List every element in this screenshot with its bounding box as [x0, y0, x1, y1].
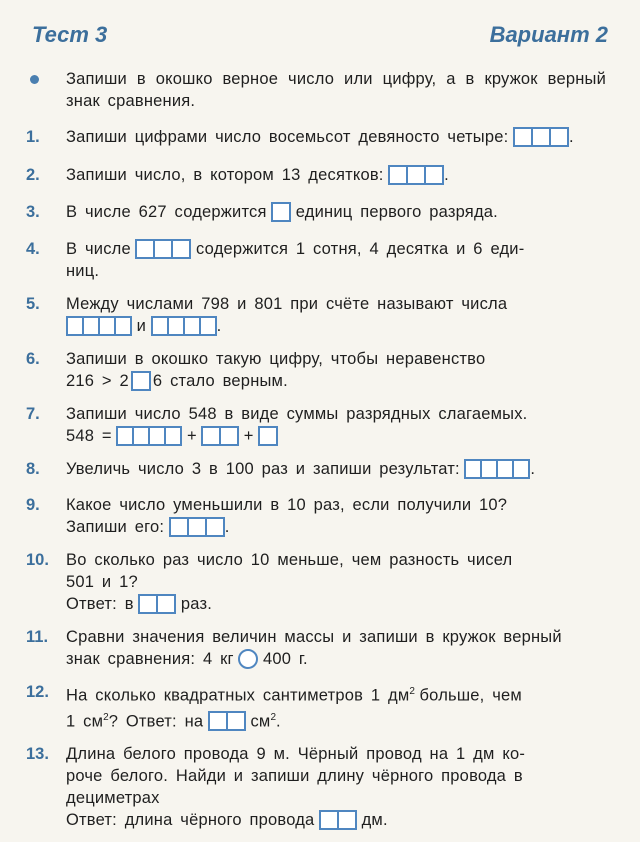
intro-instruction: Запиши в окошко верное число или цифру, а в кружок верный знак сравнения.: [26, 68, 606, 112]
comparison-circle[interactable]: [238, 649, 258, 669]
task-5: 5. Между числами 798 и 801 при счёте называют числа и .: [26, 295, 508, 335]
answer-box[interactable]: [131, 371, 151, 391]
answer-box[interactable]: [271, 202, 291, 222]
answer-box[interactable]: [513, 127, 569, 147]
task-list: [26, 68, 606, 842]
answer-box[interactable]: [66, 316, 132, 336]
answer-box[interactable]: [464, 459, 530, 479]
task-1: 1. Запиши цифрами число восемьсот девяносто четыре: .: [26, 128, 574, 146]
answer-box[interactable]: [138, 594, 176, 614]
task-12: 12. На сколько квадратных сантиметров 1 $дм^2$ больше, чем 1 $см^2$? Ответ: на $см^2$.: [26, 683, 522, 730]
answer-box[interactable]: [388, 165, 444, 185]
answer-box[interactable]: [208, 711, 246, 731]
task-9: 9. Какое число уменьшили в 10 раз, если получили 10? Запиши его: .: [26, 496, 508, 536]
test-title: Тест 3: [32, 22, 108, 47]
answer-box[interactable]: [116, 426, 182, 446]
page-header: [0, 22, 640, 56]
task-8: 8. Увеличь число 3 в 100 раз и запиши результат: .: [26, 460, 536, 478]
task-13: 13. Длина белого провода 9 м. Чёрный провод на 1 дм ко- роче белого. Найди и запиши длину чёрного провода в дециметрах Ответ: длина чёрного провода дм.: [26, 745, 526, 829]
task-7: 7. Запиши число 548 в виде суммы разрядных слагаемых. 548 = + +: [26, 405, 528, 445]
answer-box[interactable]: [201, 426, 239, 446]
task-2: 2. Запиши число, в котором 13 десятков: .: [26, 166, 449, 184]
task-3: 3. В числе 627 содержится единиц первого разряда.: [26, 203, 498, 221]
answer-box[interactable]: [258, 426, 278, 446]
answer-box[interactable]: [169, 517, 225, 537]
variant-title: Вариант 2: [489, 22, 608, 47]
task-6: 6. Запиши в окошко такую цифру, чтобы неравенство 216 > 2 6 стало верным.: [26, 350, 486, 390]
answer-box[interactable]: [151, 316, 217, 336]
task-10: 10. Во сколько раз число 10 меньше, чем разность чисел 501 и 1? Ответ: в раз.: [26, 551, 513, 613]
task-11: 11. Сравни значения величин массы и запиши в кружок верный знак сравнения: 4 кг 400 г.: [26, 628, 562, 668]
answer-box[interactable]: [135, 239, 191, 259]
bullet-icon: [30, 75, 39, 84]
task-4: 4. В числе содержится 1 сотня, 4 десятка и 6 еди- ниц.: [26, 240, 525, 280]
answer-box[interactable]: [319, 810, 357, 830]
